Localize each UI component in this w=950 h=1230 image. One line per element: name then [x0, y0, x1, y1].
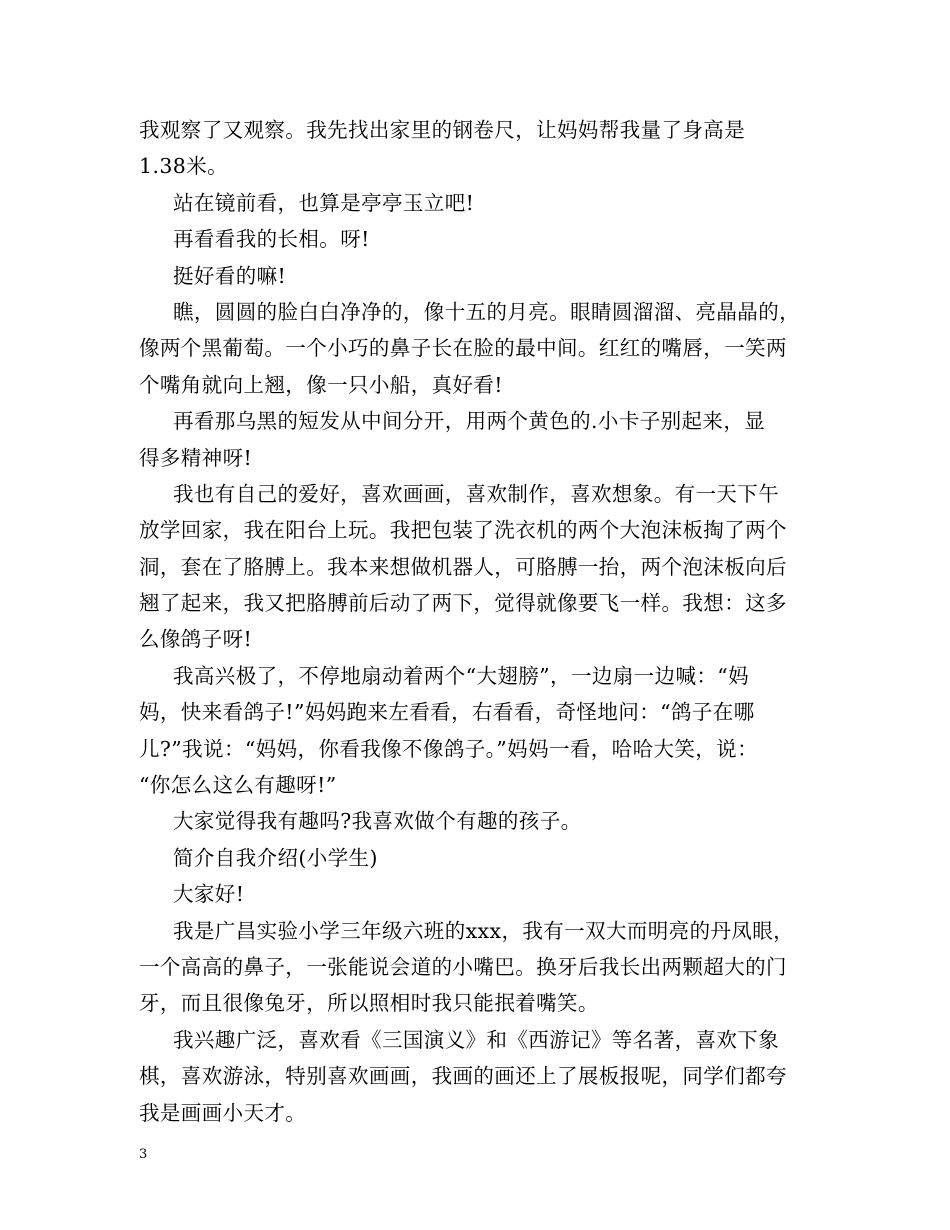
text-line: 儿?”我说：“妈妈，你看我像不像鸽子。”妈妈一看，哈哈大笑，说： — [139, 736, 758, 761]
text-line: 一个高高的鼻子，一张能说会道的小嘴巴。换牙后我长出两颗超大的门 — [139, 954, 787, 979]
text-line: 1.38米。 — [139, 154, 229, 179]
text-line: 我也有自己的爱好，喜欢画画，喜欢制作，喜欢想象。有一天下午 — [173, 481, 780, 506]
text-line: 再看看我的长相。呀! — [173, 227, 370, 252]
text-line: 站在镜前看，也算是亭亭玉立吧! — [173, 190, 475, 215]
section-heading: 简介自我介绍(小学生) — [173, 845, 378, 870]
text-line: 瞧，圆圆的脸白白净净的，像十五的月亮。眼睛圆溜溜、亮晶晶的， — [173, 299, 800, 324]
text-line: 像两个黑葡萄。一个小巧的鼻子长在脸的最中间。红红的嘴唇，一笑两 — [139, 336, 787, 361]
text-line: 得多精神呀! — [139, 445, 253, 470]
text-line: 翘了起来，我又把胳膊前后动了两下，觉得就像要飞一样。我想：这多 — [139, 591, 787, 616]
text-line: 妈，快来看鸽子!”妈妈跑来左看看，右看看，奇怪地问：“鸽子在哪 — [139, 700, 755, 725]
text-line: 再看那乌黑的短发从中间分开，用两个黄色的.小卡子别起来，显 — [173, 409, 766, 434]
text-line: 挺好看的嘛! — [173, 263, 287, 288]
text-line: 我是广昌实验小学三年级六班的xxx，我有一双大而明亮的丹凤眼， — [173, 918, 795, 943]
text-line: 我是画画小天才。 — [139, 1100, 307, 1125]
text-line: 棋，喜欢游泳，特别喜欢画画，我画的画还上了展板报呢，同学们都夸 — [139, 1064, 787, 1089]
text-line: 洞，套在了胳膊上。我本来想做机器人，可胳膊一抬，两个泡沫板向后 — [139, 554, 787, 579]
text-line: “你怎么这么有趣呀!” — [139, 773, 337, 798]
text-line: 么像鸽子呀! — [139, 627, 253, 652]
text-line: 我观察了又观察。我先找出家里的钢卷尺，让妈妈帮我量了身高是 — [139, 118, 746, 142]
text-line: 大家觉得我有趣吗?我喜欢做个有趣的孩子。 — [173, 809, 582, 834]
text-line: 大家好! — [173, 882, 245, 907]
text-line: 放学回家，我在阳台上玩。我把包装了洗衣机的两个大泡沫板掏了两个 — [139, 518, 787, 543]
page-number: 3 — [139, 1147, 148, 1162]
text-line: 我高兴极了，不停地扇动着两个“大翅膀”，一边扇一边喊：“妈 — [173, 663, 750, 688]
document-body — [139, 112, 811, 1131]
text-line: 个嘴角就向上翘，像一只小船，真好看! — [139, 372, 503, 397]
text-line: 牙，而且很像兔牙，所以照相时我只能抿着嘴笑。 — [139, 991, 599, 1016]
text-line: 我兴趣广泛，喜欢看《三国演义》和《西游记》等名著，喜欢下象 — [173, 1027, 780, 1052]
